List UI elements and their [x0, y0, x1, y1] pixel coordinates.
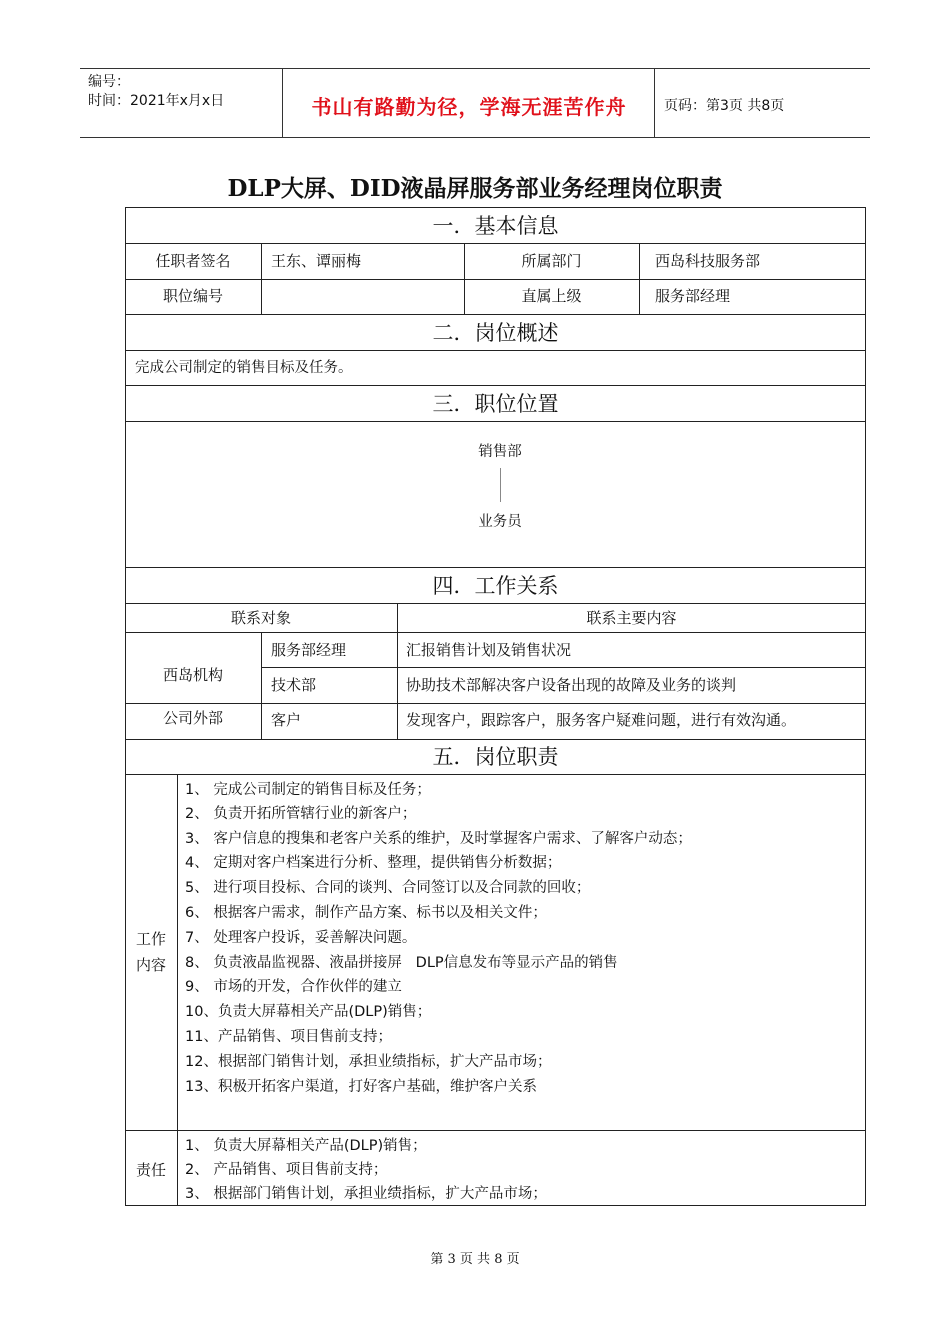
table-rule — [125, 703, 866, 704]
work-item: 10、负责大屏幕相关产品(DLP)销售； — [185, 1004, 432, 1020]
header-divider — [654, 69, 655, 137]
work-item: 7、 处理客户投诉，妥善解决问题。 — [185, 930, 417, 946]
table-rule — [125, 774, 866, 775]
relations-content: 汇报销售计划及销售状况 — [406, 641, 572, 659]
document-header — [80, 68, 870, 138]
org-top: 销售部 — [478, 444, 522, 460]
document-title: DLP大屏、DID液晶屏服务部业务经理岗位职责 — [227, 175, 723, 202]
relations-target: 客户 — [271, 711, 302, 729]
table-rule — [125, 350, 866, 351]
signer-value: 王东、谭丽梅 — [271, 252, 362, 270]
section-duties: 五．岗位职责 — [432, 745, 559, 769]
table-rule — [125, 314, 866, 315]
table-rule — [125, 421, 866, 422]
work-label-line: 工作 — [135, 930, 166, 948]
responsibility-item: 3、 根据部门销售计划，承担业绩指标，扩大产品市场； — [185, 1186, 547, 1202]
work-label — [125, 926, 177, 978]
table-rule — [261, 667, 866, 668]
table-rule — [125, 1130, 866, 1131]
work-item: 8、 负责液晶监视器、液晶拼接屏 DLP信息发布等显示产品的销售 — [185, 955, 618, 971]
header-meta — [88, 73, 224, 111]
work-item: 13、积极开拓客户渠道，打好客户基础，维护客户关系 — [185, 1079, 537, 1095]
relations-col-target: 联系对象 — [230, 609, 291, 627]
work-item: 5、 进行项目投标、合同的谈判、合同签订以及合同款的回收； — [185, 880, 591, 896]
org-bottom: 业务员 — [478, 514, 522, 530]
section-position: 三．职位位置 — [432, 392, 559, 416]
relations-col-content: 联系主要内容 — [586, 609, 677, 627]
page-info: 页码：第3页 共8页 — [664, 98, 785, 114]
table-rule — [125, 603, 866, 604]
table-rule — [639, 243, 640, 314]
number-label: 编号： — [88, 74, 130, 90]
relations-content: 发现客户，跟踪客户，服务客户疑难问题，进行有效沟通。 — [406, 711, 797, 729]
dept-value: 西岛科技服务部 — [655, 252, 761, 270]
responsibility-item: 2、 产品销售、项目售前支持； — [185, 1162, 388, 1178]
relations-target: 服务部经理 — [271, 641, 347, 659]
table-rule — [125, 279, 866, 280]
section-overview: 二．岗位概述 — [432, 321, 559, 345]
section-basic-info: 一．基本信息 — [432, 214, 559, 238]
work-item: 12、根据部门销售计划，承担业绩指标，扩大产品市场； — [185, 1054, 552, 1070]
work-label-line: 内容 — [135, 956, 166, 974]
section-relations: 四．工作关系 — [432, 574, 559, 598]
time-label: 时间：2021年x月x日 — [88, 93, 225, 109]
work-item: 3、 客户信息的搜集和老客户关系的维护，及时掌握客户需求、了解客户动态； — [185, 831, 692, 847]
relations-target: 技术部 — [271, 676, 317, 694]
overview-text: 完成公司制定的销售目标及任务。 — [135, 360, 353, 376]
table-rule — [177, 774, 178, 1206]
work-item: 4、 定期对客户档案进行分析、整理，提供销售分析数据； — [185, 855, 562, 871]
relations-group-internal: 西岛机构 — [162, 666, 223, 684]
superior-label: 直属上级 — [521, 287, 582, 305]
work-item: 6、 根据客户需求，制作产品方案、标书以及相关文件； — [185, 905, 547, 921]
table-rule — [125, 567, 866, 568]
responsibility-label: 责任 — [135, 1161, 166, 1179]
responsibility-item: 1、 负责大屏幕相关产品(DLP)销售； — [185, 1138, 427, 1154]
dept-label: 所属部门 — [521, 252, 582, 270]
work-item: 11、产品销售、项目售前支持； — [185, 1029, 392, 1045]
org-connector — [500, 468, 501, 502]
work-item: 1、 完成公司制定的销售目标及任务； — [185, 782, 431, 798]
table-rule — [125, 243, 866, 244]
signer-label: 任职者签名 — [155, 252, 231, 270]
header-divider — [282, 69, 283, 137]
work-item: 9、 市场的开发，合作伙伴的建立 — [185, 979, 402, 995]
table-rule — [125, 739, 866, 740]
table-rule — [125, 385, 866, 386]
work-item: 2、 负责开拓所管辖行业的新客户； — [185, 806, 417, 822]
relations-content: 协助技术部解决客户设备出现的故障及业务的谈判 — [406, 676, 737, 694]
table-rule — [261, 632, 262, 739]
relations-group-external: 公司外部 — [162, 709, 223, 727]
table-rule — [125, 632, 866, 633]
superior-value: 服务部经理 — [655, 287, 731, 305]
motto: 书山有路勤为径，学海无涯苦作舟 — [311, 95, 627, 119]
page-footer: 第 3 页 共 8 页 — [430, 1252, 520, 1267]
table-rule — [261, 243, 262, 314]
job-no-label: 职位编号 — [162, 287, 223, 305]
